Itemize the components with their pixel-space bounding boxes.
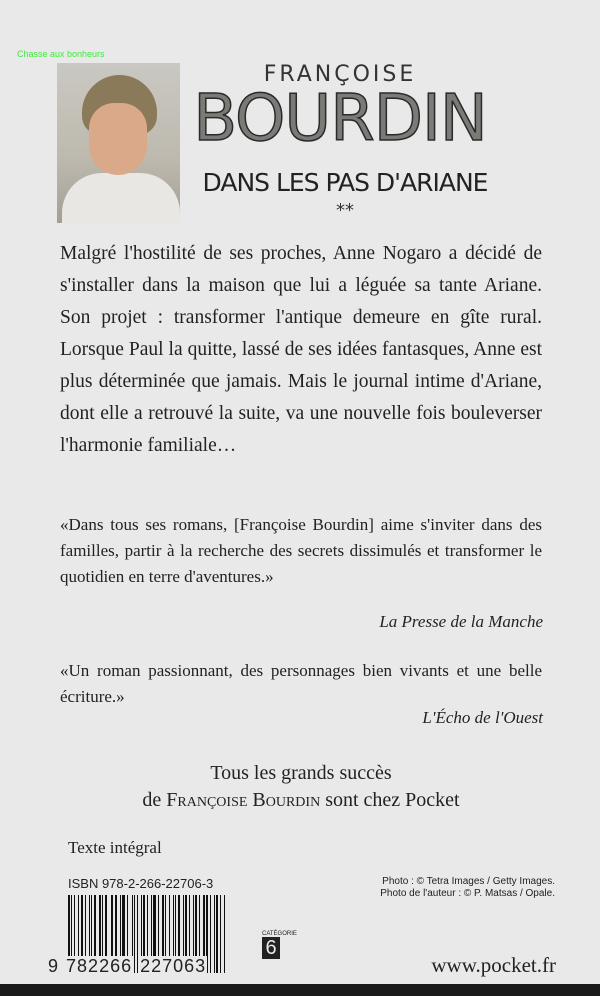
promo-line2: de Françoise Bourdin sont chez Pocket (142, 789, 460, 811)
website: www.pocket.fr (431, 953, 556, 977)
category-badge: CATÉGORIE 6 (262, 931, 297, 959)
edition-label: Texte intégral (68, 838, 162, 857)
promo-line1: Tous les grands succès (210, 762, 392, 784)
author-first-name: FRANÇOISE (263, 62, 417, 87)
volume-mark: ** (336, 200, 354, 221)
blurb: Malgré l'hostilité de ses proches, Anne Nogaro a décidé de s'installer dans la maison que lui a léguée sa tante Ariane. Son projet : transformer l'antique demeure en gîte rural. Lorsque Paul la quitte, lassé de ses idées fantasques, Anne est plus déterminée que jamais. Mais le journal intime d'Ariane, dont elle a retrouvé la suite, va une nouvelle fois bouleverser l'harmonie familiale… (60, 243, 542, 456)
author-photo (57, 63, 180, 223)
watermark: Chasse aux bonheurs (17, 49, 105, 59)
quote-source: La Presse de la Manche (379, 612, 543, 631)
promo-text (60, 760, 542, 814)
quote-source: L'Écho de l'Ouest (422, 708, 543, 727)
press-quote: «Un roman passionnant, des personnages bien vivants et une belle écriture.» (60, 661, 542, 706)
barcode-digits: 9 782266 227063 (48, 956, 207, 976)
photo-credits: Photo : © Tetra Images / Getty Images. Photo de l'auteur : © P. Matsas / Opale. (380, 876, 555, 899)
book-title: DANS LES PAS D'ARIANE (202, 168, 488, 197)
press-quote: «Dans tous ses romans, [Françoise Bourdin] aime s'inviter dans des familles, partir à la recherche des secrets dissimulés et transformer le quotidien en terre d'aventures.» (60, 515, 542, 586)
author-last-name: BOURDIN (193, 82, 487, 156)
isbn: ISBN 978-2-266-22706-3 (68, 876, 214, 891)
